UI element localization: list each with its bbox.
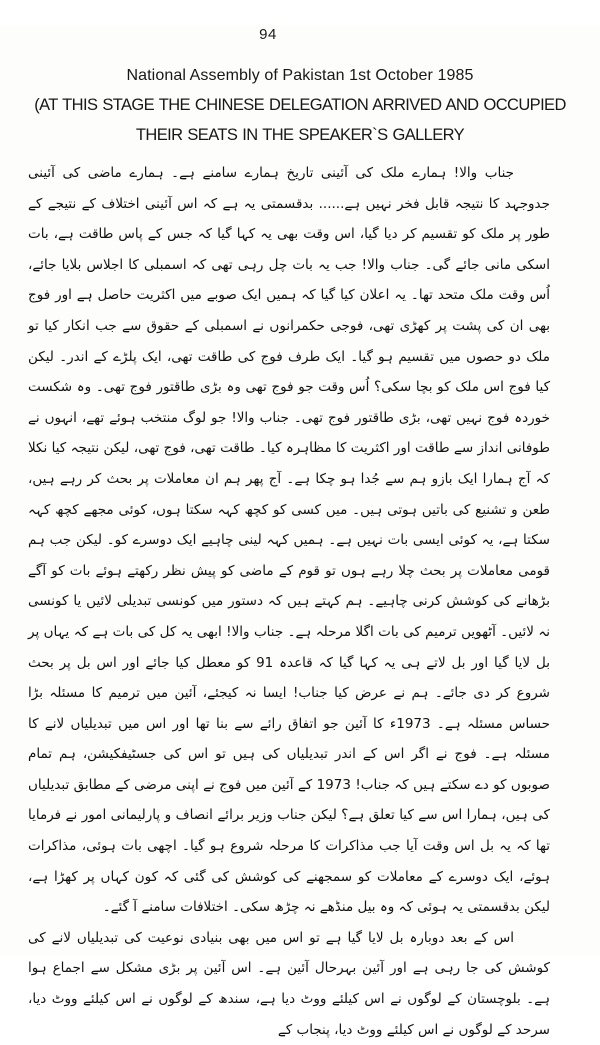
page-number: 94 [259,26,277,43]
speech-body [28,158,550,1045]
stage-note-line-2: THEIR SEATS IN THE SPEAKER`S GALLERY [135,126,465,144]
urdu-paragraph-1: جناب والا! ہمارے ملک کی آئینی تاریخ ہمارے سامنے ہے۔ ہمارے ماضی کی آئینی جدوجہد کا نتیجہ قابل فخر نہیں ہے...... بدقسمتی یہ ہے کہ اس آئینی اختلاف کے نتیجے کے طور پر ملک کو تقسیم کر دیا گیا، اس وقت بھی یہ کہا گیا کہ جس کے پاس طاقت ہے، بات اسکی مانی جائے گی۔ جناب والا! جب یہ بات چل رہی تھی کہ اسمبلی کا اجلاس بلایا جائے، اُس وقت ملک متحد تھا۔ یہ اعلان کیا گیا کہ ہمیں ایک صوبے میں اکثریت حاصل ہے اور فوج بھی ان کی پشت پر کھڑی تھی، فوجی حکمرانوں نے اسمبلی کے حقوق سے جب انکار کیا تو ملک دو حصوں میں تقسیم ہو گیا۔ ایک طرف فوج کی طاقت تھی، ایک پلڑے کے اندر۔ لیکن کیا فوج اس ملک کو بچا سکی؟ اُس وقت جو فوج تھی وہ بڑی طاقتور فوج تھی۔ وہ شکست خوردہ فوج نہیں تھی، بڑی طاقتور فوج تھی۔ جناب والا! جو لوگ منتخب ہوئے تھے، انہوں نے طوفانی انداز سے طاقت اور اکثریت کا مظاہرہ کیا۔ طاقت تھی، فوج تھی، لیکن نتیجہ کیا نکلا کہ آج ہمارا ایک بازو ہم سے جُدا ہو چکا ہے۔ آج پھر ہم ان معاملات پر بحث کر رہے ہیں، طعن و تشنیع کی باتیں ہوتی ہیں۔ میں کسی کو کچھ کہہ سکتا ہوں، کوئی مجھے کچھ کہہ سکتا ہے، یہ کوئی ایسی بات نہیں ہے۔ ہمیں کہہ لینی چاہیے ایک دوسرے کو۔ لیکن جب ہم قومی معاملات پر بحث چلا رہے ہوں تو قوم کے ماضی کو پیش نظر رکھتے ہوئے بات کو آگے بڑھانے کی کوشش کرنی چاہیے۔ ہم کہتے ہیں کہ دستور میں کونسی تبدیلی لائیں یا کونسی نہ لائیں۔ آٹھویں ترمیم کی بات اگلا مرحلہ ہے۔ جناب والا! ابھی یہ کل کی بات ہے کہ یہاں پر بل لایا گیا اور بل لاتے ہی یہ کہا گیا کہ قاعدہ 91 کو معطل کیا جائے اور اس بل پر بحث شروع کر دی جائے۔ ہم نے عرض کیا جناب! ایسا نہ کیجئے، آئین میں ترمیم کا مسئلہ بڑا حساس مسئلہ ہے۔ 1973ء کا آئین جو اتفاق رائے سے بنا تھا اور اس میں تبدیلیاں لانے کا مسئلہ ہے۔ فوج نے اگر اس کے اندر تبدیلیاں کی ہیں تو اس کی جسٹیفکیشن، ہم تمام صوبوں کو دے سکتے ہیں کہ جناب! 1973 کے آئین میں فوج نے اپنی مرضی کے مطابق تبدیلیاں کی ہیں، ہمارا اس سے کیا تعلق ہے؟ لیکن جناب وزیر برائے انصاف و پارلیمانی امور نے فرمایا تھا کہ یہ بل اس وقت آیا جب مذاکرات کا مرحلہ شروع ہو گیا۔ اچھی بات ہوئی، مذاکرات ہوئے، ایک دوسرے کے معاملات کو سمجھنے کی کوشش کی گئی کہ کون کہاں پر کھڑا ہے، لیکن بدقسمتی یہ ہوئی کہ وہ بیل منڈھے نہ چڑھ سکی۔ اختلافات سامنے آ گئے۔ [28,165,550,916]
urdu-paragraph-2: اس کے بعد دوبارہ بل لایا گیا ہے تو اس میں بھی بنیادی نوعیت کی تبدیلیاں لانے کی کوشش کی جا رہی ہے اور آئین بہرحال آئین ہے۔ اس آئین پر بڑی مشکل سے اجماع ہوا ہے۔ بلوچستان کے لوگوں نے اس کیلئے ووٹ دیا ہے، سندھ کے لوگوں نے اس کیلئے ووٹ دیا، سرحد کے لوگوں نے اس کیلئے ووٹ دیا، پنجاب کے [28,929,550,1038]
document-page [0,26,600,1038]
stage-note-line-1: (AT THIS STAGE THE CHINESE DELEGATION ARRIVED AND OCCUPIED [34,96,566,114]
session-heading: National Assembly of Pakistan 1st October 1985 [126,67,474,84]
